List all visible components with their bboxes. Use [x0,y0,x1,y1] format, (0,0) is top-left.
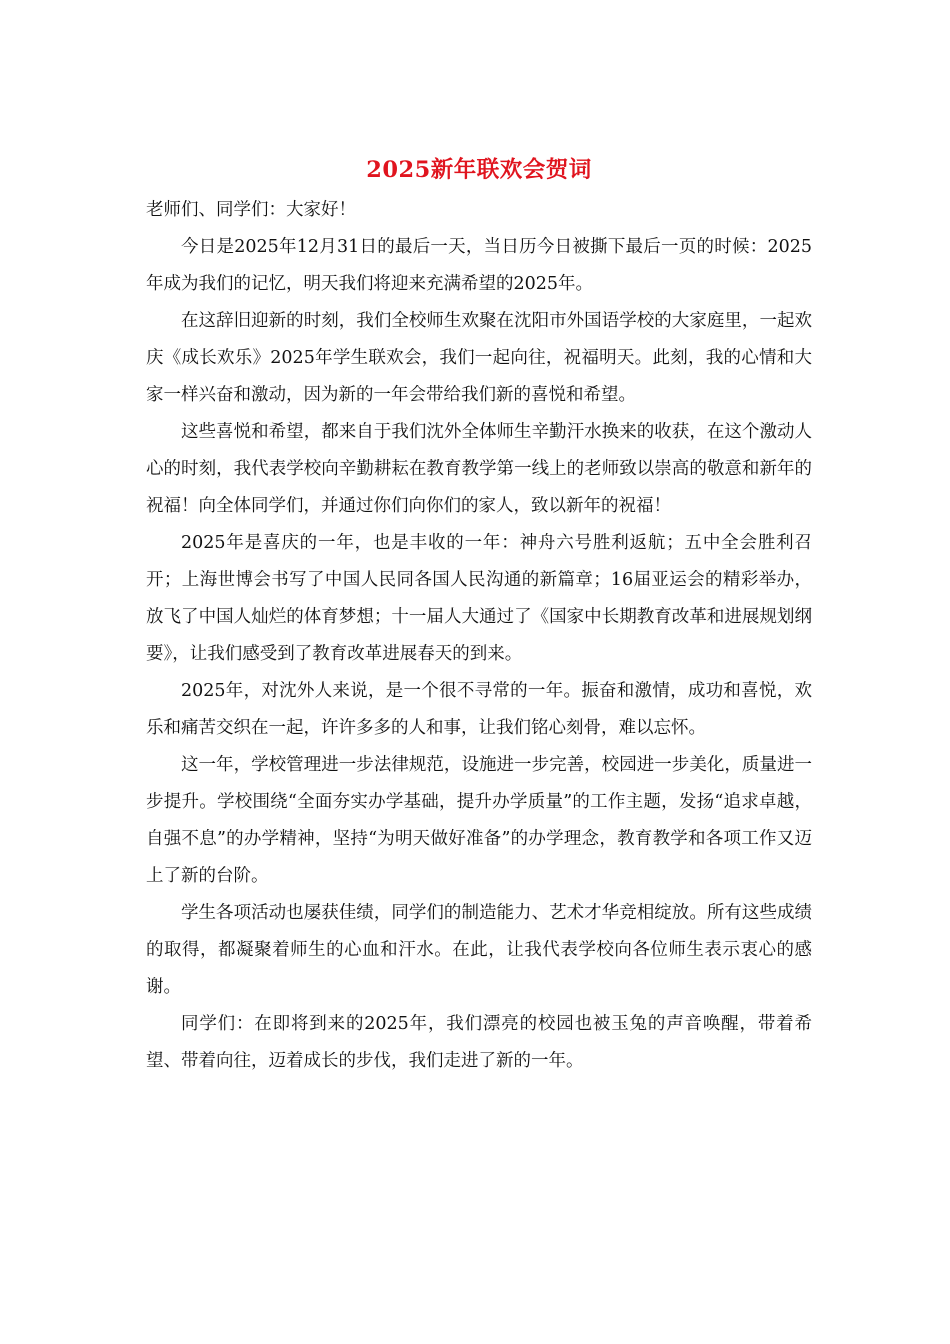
paragraph-2: 在这辞旧迎新的时刻，我们全校师生欢聚在沈阳市外国语学校的大家庭里，一起欢庆《成长欢乐》2025年学生联欢会，我们一起向往，祝福明天。此刻，我的心情和大家一样兴奋和激动，因为新的一年会带给我们新的喜悦和希望。 [146,311,812,405]
paragraph-1: 今日是2025年12月31日的最后一天，当日历今日被撕下最后一页的时候：2025年成为我们的记忆，明天我们将迎来充满希望的2025年。 [146,237,812,294]
paragraph-8: 同学们：在即将到来的2025年，我们漂亮的校园也被玉兔的声音唤醒，带着希望、带着向往，迈着成长的步伐，我们走进了新的一年。 [146,1014,812,1071]
document-page [146,150,812,1080]
paragraph-3: 这些喜悦和希望，都来自于我们沈外全体师生辛勤汗水换来的收获，在这个激动人心的时刻，我代表学校向辛勤耕耘在教育教学第一线上的老师致以崇高的敬意和新年的祝福！向全体同学们，并通过你们向你们的家人，致以新年的祝福！ [146,422,812,516]
paragraph-6: 这一年，学校管理进一步法律规范，设施进一步完善，校园进一步美化，质量进一步提升。学校围绕“全面夯实办学基础，提升办学质量”的工作主题，发扬“追求卓越，自强不息”的办学精神，坚持“为明天做好准备”的办学理念，教育教学和各项工作又迈上了新的台阶。 [146,755,812,886]
paragraph-7: 学生各项活动也屡获佳绩，同学们的制造能力、艺术才华竞相绽放。所有这些成绩的取得，都凝聚着师生的心血和汗水。在此，让我代表学校向各位师生表示衷心的感谢。 [146,903,812,997]
salutation: 老师们、同学们：大家好！ [146,200,356,220]
document-title: 2025新年联欢会贺词 [366,157,592,183]
paragraph-5: 2025年，对沈外人来说，是一个很不寻常的一年。振奋和激情，成功和喜悦，欢乐和痛苦交织在一起，许许多多的人和事，让我们铭心刻骨，难以忘怀。 [146,681,812,738]
paragraph-4: 2025年是喜庆的一年，也是丰收的一年：神舟六号胜利返航；五中全会胜利召开；上海世博会书写了中国人民同各国人民沟通的新篇章；16届亚运会的精彩举办，放飞了中国人灿烂的体育梦想；十一届人大通过了《国家中长期教育改革和进展规划纲要》，让我们感受到了教育改革进展春天的到来。 [146,533,812,664]
